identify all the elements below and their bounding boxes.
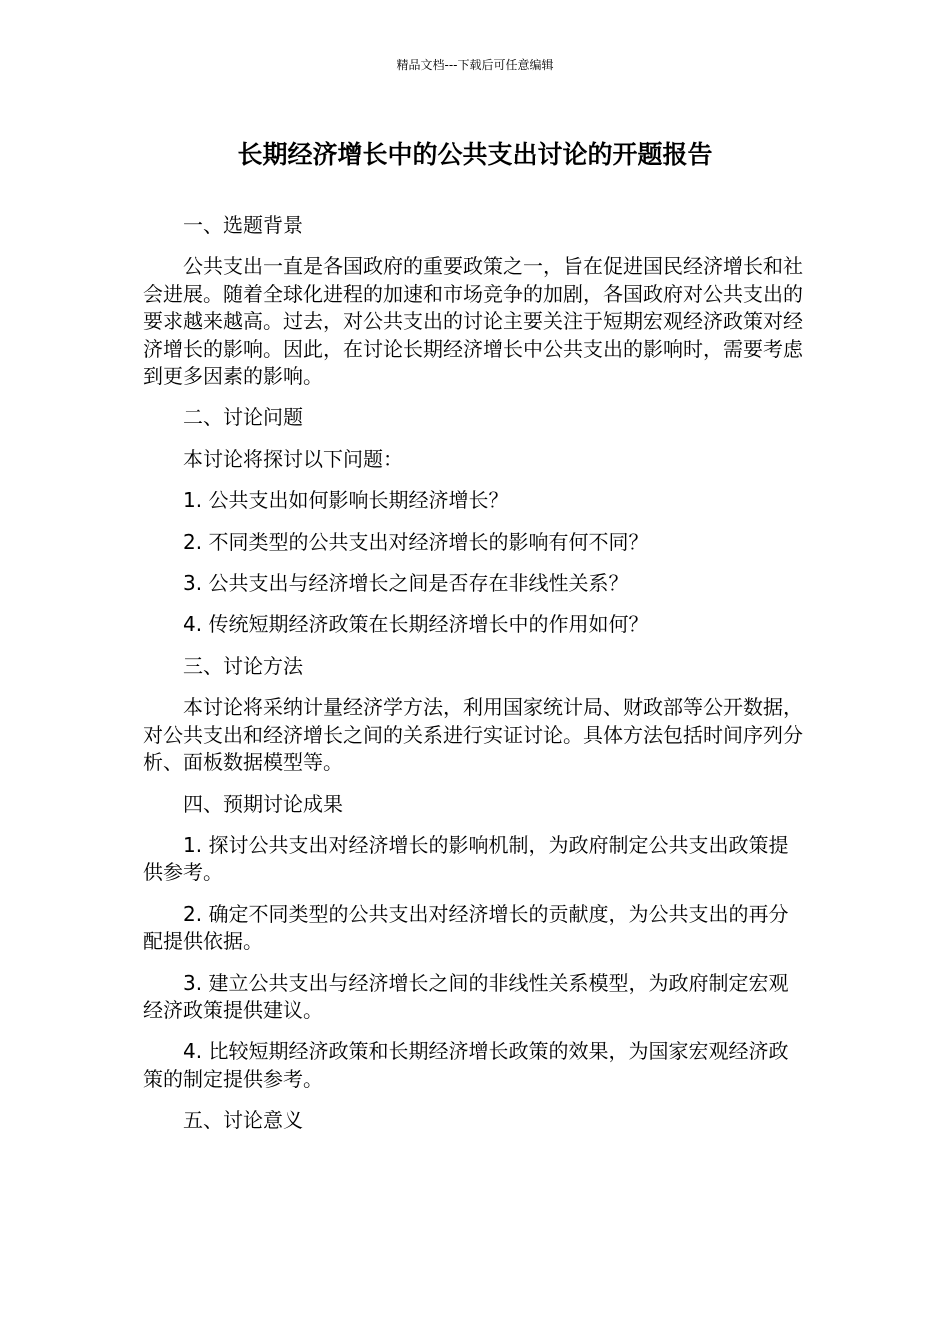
document-title: 长期经济增长中的公共支出讨论的开题报告: [237, 140, 713, 169]
list-item-question-3: 3. 公共支出与经济增长之间是否存在非线性关系？: [183, 571, 629, 596]
section-heading-significance: 五、讨论意义: [183, 1108, 303, 1133]
section-heading-methods: 三、讨论方法: [183, 653, 303, 678]
section-heading-outcomes: 四、预期讨论成果: [183, 791, 343, 816]
document-body: [143, 212, 803, 1135]
header-note: 精品文档---下载后可任意编辑: [396, 58, 554, 72]
section-heading-questions: 二、讨论问题: [183, 405, 303, 430]
list-item-outcome-4: 4. 比较短期经济政策和长期经济增长政策的效果，为国家宏观经济政策的制定提供参考。: [143, 1039, 789, 1091]
list-item-question-1: 1. 公共支出如何影响长期经济增长？: [183, 488, 509, 513]
list-item-question-4: 4. 传统短期经济政策在长期经济增长中的作用如何？: [183, 612, 649, 637]
list-item-outcome-1: 1. 探讨公共支出对经济增长的影响机制，为政府制定公共支出政策提供参考。: [143, 832, 789, 885]
list-item-outcome-3: 3. 建立公共支出与经济增长之间的非线性关系模型，为政府制定宏观经济政策提供建议。: [143, 970, 789, 1022]
section-heading-background: 一、选题背景: [183, 213, 303, 237]
list-item-question-2: 2. 不同类型的公共支出对经济增长的影响有何不同？: [183, 529, 649, 554]
list-item-outcome-2: 2. 确定不同类型的公共支出对经济增长的贡献度，为公共支出的再分配提供依据。: [143, 901, 789, 954]
paragraph-questions-intro: 本讨论将探讨以下问题：: [183, 446, 403, 471]
paragraph-background: 公共支出一直是各国政府的重要政策之一，旨在促进国民经济增长和社会进展。随着全球化进程的加速和市场竞争的加剧，各国政府对公共支出的要求越来越高。过去，对公共支出的讨论主要关注于短期宏观经济政策对经济增长的影响。因此，在讨论长期经济增长中公共支出的影响时，需要考虑到更多因素的影响。: [143, 254, 803, 389]
paragraph-methods: 本讨论将采纳计量经济学方法，利用国家统计局、财政部等公开数据，对公共支出和经济增长之间的关系进行实证讨论。具体方法包括时间序列分析、面板数据模型等。: [143, 695, 803, 775]
